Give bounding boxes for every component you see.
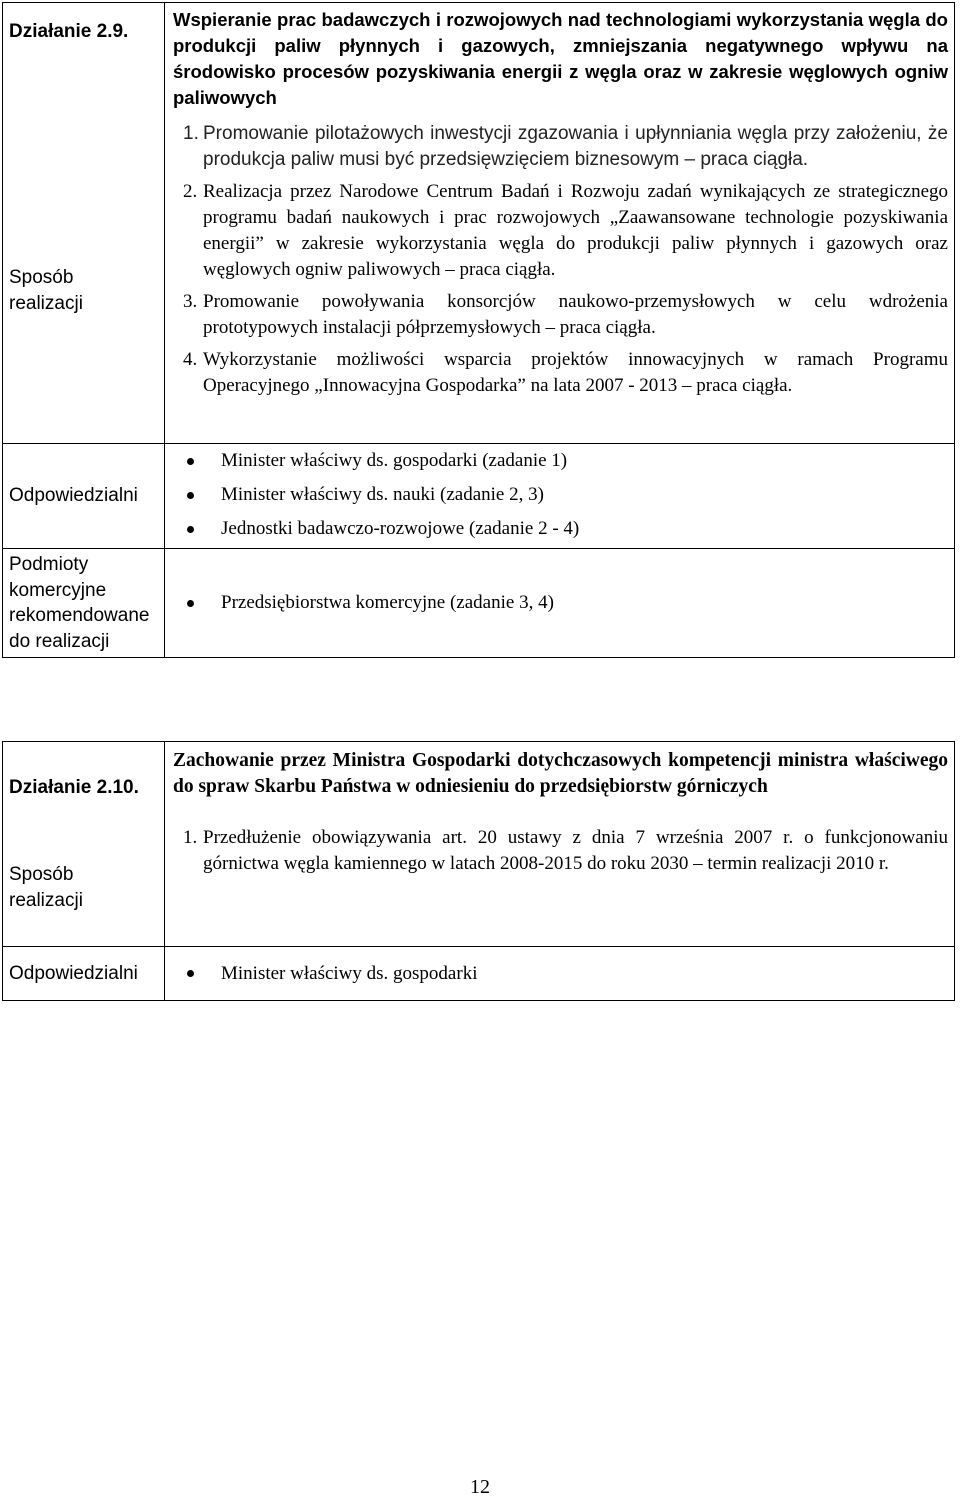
bullet-icon (185, 458, 221, 465)
responsible-item (165, 512, 954, 546)
task-text: Promowanie pilotażowych inwestycji zgazowania i upłynniania węgla przy założeniu, że produkcja paliw musi być przedsięwzięciem biznesowym – praca ciągła. (203, 123, 948, 170)
responsible-text: Minister właściwy ds. nauki (zadanie 2, 3) (221, 484, 544, 505)
responsible-item (165, 478, 954, 512)
task-number: 2. (183, 181, 198, 202)
responsible-text: Jednostki badawczo-rozwojowe (zadanie 2 - 4) (221, 518, 580, 539)
action-2-10-label-cell (3, 742, 165, 947)
action-2-9-label-cell (3, 3, 165, 444)
task-item (165, 179, 954, 289)
responsible-item (165, 444, 954, 478)
task-number: 3. (183, 291, 198, 312)
action-2-10-responsible-label: Odpowiedzialni (9, 962, 138, 984)
action-2-9-responsible-label: Odpowiedzialni (9, 485, 138, 506)
responsible-text: Minister właściwy ds. gospodarki (zadanie 1) (221, 450, 568, 471)
task-number: 1. (183, 123, 199, 144)
action-2-9-content-cell (165, 3, 955, 444)
action-2-9-commercial-label-cell (3, 549, 165, 658)
action-2-9-commercial-cell (165, 549, 955, 658)
task-number: 1. (183, 827, 198, 848)
action-2-10-title: Zachowanie przez Ministra Gospodarki dotychczasowych kompetencji ministra właściwego do spraw Skarbu Państwa w odniesieniu do przedsiębiorstw górniczych (173, 750, 948, 797)
bullet-icon (185, 970, 221, 977)
task-item (165, 825, 954, 883)
action-2-9-commercial-label: Podmioty komercyjne rekomendowane do realizacji (9, 554, 150, 652)
task-text: Wykorzystanie możliwości wsparcia projektów innowacyjnych w ramach Programu Operacyjnego „Innowacyjna Gospodarka” na lata 2007 - 2013 – praca ciągła. (203, 349, 948, 396)
action-2-10-task-list (165, 825, 954, 883)
responsible-text: Minister właściwy ds. gospodarki (221, 962, 478, 984)
task-item (165, 121, 954, 179)
action-2-9-method-label: Sposób realizacji (9, 267, 83, 314)
action-2-10-method-label: Sposób realizacji (9, 864, 83, 911)
responsible-item (165, 957, 954, 991)
task-text: Promowanie powoływania konsorcjów naukowo-przemysłowych w celu wdrożenia prototypowych instalacji półprzemysłowych – praca ciągła. (203, 291, 948, 338)
action-2-9-responsible-label-cell (3, 444, 165, 549)
task-text: Realizacja przez Narodowe Centrum Badań i Rozwoju zadań wynikających ze strategicznego programu badań naukowych i prac rozwojowych „Zaawansowane technologie pozyskiwania energii” w zakresie wykorzystania węgla do produkcji paliw płynnych i gazowych oraz węglowych ogniw paliwowych – praca ciągła. (203, 181, 948, 280)
action-2-9-title: Wspieranie prac badawczych i rozwojowych nad technologiami wykorzystania węgla do produkcji paliw płynnych i gazowych, zmniejszania negatywnego wpływu na środowisko procesów pozyskiwania energii z węgla oraz w zakresie węglowych ogniw paliwowych (173, 9, 948, 108)
action-2-10-responsible-label-cell (3, 947, 165, 1001)
commercial-text: Przedsiębiorstwa komercyjne (zadanie 3, 4) (221, 592, 554, 613)
action-2-10-table (2, 741, 955, 1001)
task-number: 4. (183, 349, 198, 370)
task-item (165, 347, 954, 405)
action-2-10-responsible-list (165, 957, 954, 991)
task-text: Przedłużenie obowiązywania art. 20 ustawy z dnia 7 września 2007 r. o funkcjonowaniu górnictwa węgla kamiennego w latach 2008-2015 do roku 2030 – termin realizacji 2010 r. (203, 827, 948, 874)
action-2-10-responsible-cell (165, 947, 955, 1001)
action-2-10-content-cell (165, 742, 955, 947)
action-2-9-label: Działanie 2.9. (9, 21, 129, 42)
commercial-item (165, 586, 954, 620)
bullet-icon (185, 526, 221, 533)
page-number: 12 (470, 1476, 490, 1498)
action-2-9-responsible-cell (165, 444, 955, 549)
action-2-9-task-list (165, 121, 954, 405)
action-2-9-commercial-list (165, 586, 954, 620)
action-2-9-responsible-list (165, 444, 954, 546)
bullet-icon (185, 600, 221, 607)
task-item (165, 289, 954, 347)
bullet-icon (185, 492, 221, 499)
action-2-10-label: Działanie 2.10. (9, 777, 139, 798)
action-2-9-table (2, 2, 955, 658)
